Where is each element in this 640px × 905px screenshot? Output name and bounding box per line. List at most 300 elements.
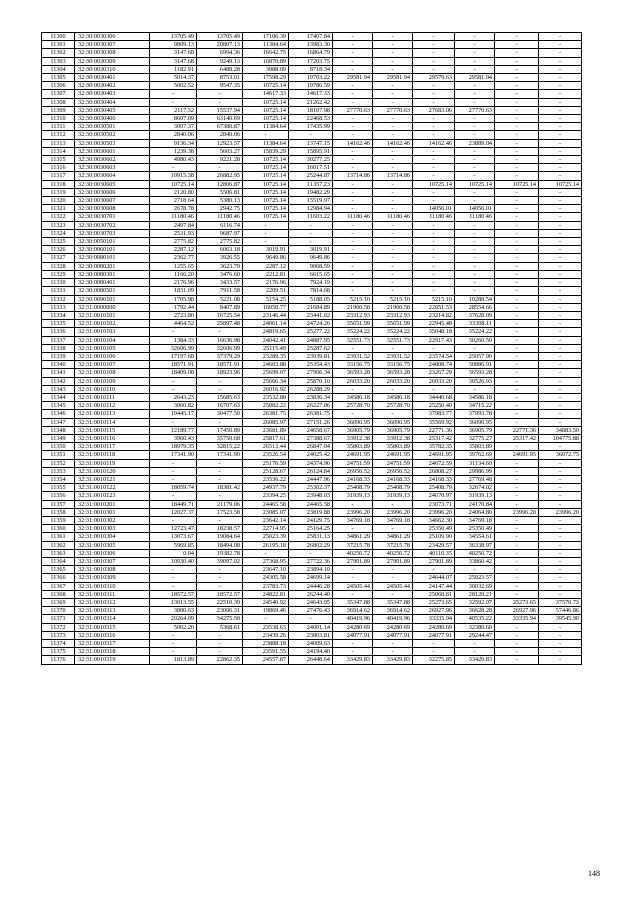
value-cell: 22468.53 xyxy=(289,115,333,123)
value-cell: 23146.44 xyxy=(243,311,289,319)
value-cell: - xyxy=(495,352,539,360)
value-cell: - xyxy=(333,566,373,574)
row-id-cell: 11353 xyxy=(42,467,75,475)
value-cell: 11180.46 xyxy=(413,213,455,221)
cadastral-code-cell: 32:31:0010314 xyxy=(75,615,150,623)
cadastral-code-cell: 32:30:0030308 xyxy=(75,49,150,57)
row-id-cell: 11367 xyxy=(42,582,75,590)
value-cell: - xyxy=(373,131,413,139)
value-cell: - xyxy=(333,238,373,246)
value-cell: - xyxy=(373,221,413,229)
cadastral-code-cell: 32:30:0090101 xyxy=(75,295,150,303)
value-cell: - xyxy=(197,328,243,336)
value-cell: - xyxy=(539,402,582,410)
value-cell: 36090.95 xyxy=(373,418,413,426)
value-cell: - xyxy=(539,115,582,123)
value-cell: - xyxy=(413,287,455,295)
value-cell: - xyxy=(495,115,539,123)
table-row xyxy=(42,197,582,205)
value-cell: - xyxy=(539,377,582,385)
value-cell: - xyxy=(539,344,582,352)
value-cell: - xyxy=(539,279,582,287)
value-cell: 29986.99 xyxy=(455,467,495,475)
value-cell: - xyxy=(539,287,582,295)
value-cell: 39545.90 xyxy=(539,615,582,623)
value-cell: 25068.81 xyxy=(413,590,455,598)
value-cell: - xyxy=(333,574,373,582)
value-cell: 11384.64 xyxy=(243,41,289,49)
value-cell: 33308.11 xyxy=(455,320,495,328)
value-cell: 2176.96 xyxy=(150,279,197,287)
value-cell: 24168.33 xyxy=(333,475,373,483)
value-cell: 2840.06 xyxy=(150,131,197,139)
value-cell: 32551.73 xyxy=(333,336,373,344)
value-cell: - xyxy=(539,246,582,254)
row-id-cell: 11312 xyxy=(42,131,75,139)
row-id-cell: 11356 xyxy=(42,492,75,500)
value-cell: 17106.39 xyxy=(243,33,289,41)
value-cell: 8753.01 xyxy=(197,74,243,82)
table-row xyxy=(42,254,582,262)
value-cell: 22862.35 xyxy=(197,656,243,664)
value-cell: 23819.88 xyxy=(289,508,333,516)
value-cell: - xyxy=(539,98,582,106)
value-cell: 23783.73 xyxy=(243,582,289,590)
value-cell: - xyxy=(373,49,413,57)
row-id-cell: 11362 xyxy=(42,541,75,549)
value-cell: - xyxy=(373,640,413,648)
value-cell: - xyxy=(495,57,539,65)
value-cell: - xyxy=(455,131,495,139)
value-cell: 25317.42 xyxy=(495,434,539,442)
table-row xyxy=(42,393,582,401)
cadastral-code-cell: 32:31:0010117 xyxy=(75,443,150,451)
value-cell: 9687.97 xyxy=(197,229,243,237)
value-cell: 3433.57 xyxy=(197,279,243,287)
value-cell: 25317.42 xyxy=(413,434,455,442)
value-cell: 23214.82 xyxy=(413,311,455,319)
value-cell: - xyxy=(373,188,413,196)
value-cell: 67380.87 xyxy=(197,123,243,131)
value-cell: - xyxy=(373,65,413,73)
value-cell: - xyxy=(495,361,539,369)
value-cell: - xyxy=(373,279,413,287)
value-cell: 12984.94 xyxy=(289,205,333,213)
value-cell: - xyxy=(333,197,373,205)
value-cell: 31939.13 xyxy=(455,492,495,500)
value-cell: - xyxy=(333,98,373,106)
value-cell: 9649.86 xyxy=(243,254,289,262)
cadastral-code-cell: 32:30:0030401 xyxy=(75,74,150,82)
value-cell: 30526.93 xyxy=(455,377,495,385)
table-row xyxy=(42,238,582,246)
row-id-cell: 11336 xyxy=(42,328,75,336)
value-cell: - xyxy=(495,582,539,590)
value-cell: 30886.91 xyxy=(455,361,495,369)
value-cell: - xyxy=(373,385,413,393)
table-row xyxy=(42,229,582,237)
value-cell: 36090.95 xyxy=(333,418,373,426)
cadastral-code-cell: 32:31:0010123 xyxy=(75,492,150,500)
value-cell: 10725.14 xyxy=(243,156,289,164)
value-cell: - xyxy=(495,262,539,270)
value-cell: 24465.58 xyxy=(243,500,289,508)
row-id-cell: 11315 xyxy=(42,156,75,164)
value-cell: - xyxy=(455,90,495,98)
value-cell: 5969.85 xyxy=(150,541,197,549)
value-cell: 35803.89 xyxy=(333,443,373,451)
value-cell: - xyxy=(333,33,373,41)
value-cell: - xyxy=(455,57,495,65)
row-id-cell: 11300 xyxy=(42,33,75,41)
row-id-cell: 11372 xyxy=(42,623,75,631)
value-cell: 26033.20 xyxy=(373,377,413,385)
value-cell: 1384.33 xyxy=(150,336,197,344)
table-row xyxy=(42,90,582,98)
value-cell: - xyxy=(373,90,413,98)
value-cell: - xyxy=(333,287,373,295)
data-table xyxy=(41,32,582,665)
cadastral-code-cell: 32:30:0030403 xyxy=(75,90,150,98)
value-cell: - xyxy=(150,90,197,98)
value-cell: 27770.63 xyxy=(333,106,373,114)
cadastral-code-cell: 32:31:0010305 xyxy=(75,541,150,549)
value-cell: - xyxy=(333,57,373,65)
cadastral-code-cell: 32:31:0010106 xyxy=(75,352,150,360)
value-cell: - xyxy=(413,65,455,73)
row-id-cell: 11368 xyxy=(42,590,75,598)
value-cell: 10725.14 xyxy=(243,197,289,205)
value-cell: 9547.35 xyxy=(197,82,243,90)
row-id-cell: 11318 xyxy=(42,180,75,188)
value-cell: - xyxy=(455,279,495,287)
value-cell: - xyxy=(413,197,455,205)
value-cell: - xyxy=(539,393,582,401)
row-id-cell: 11357 xyxy=(42,500,75,508)
value-cell: - xyxy=(373,197,413,205)
value-cell: 24077.91 xyxy=(413,631,455,639)
value-cell: 3147.68 xyxy=(150,49,197,57)
row-id-cell: 11365 xyxy=(42,566,75,574)
table-row xyxy=(42,369,582,377)
table-row xyxy=(42,402,582,410)
cadastral-code-cell: 32:31:0010306 xyxy=(75,549,150,557)
value-cell: 24672.59 xyxy=(413,459,455,467)
value-cell: 1705.98 xyxy=(150,295,197,303)
value-cell: - xyxy=(495,311,539,319)
value-cell: - xyxy=(413,115,455,123)
value-cell: 24280.69 xyxy=(413,623,455,631)
value-cell: - xyxy=(455,229,495,237)
value-cell: 23642.14 xyxy=(243,516,289,524)
value-cell: 25273.65 xyxy=(413,599,455,607)
value-cell: 10725.14 xyxy=(243,172,289,180)
row-id-cell: 11342 xyxy=(42,377,75,385)
value-cell: 39097.02 xyxy=(197,558,243,566)
value-cell: - xyxy=(197,90,243,98)
value-cell: 63140.69 xyxy=(197,115,243,123)
value-cell: 23591.55 xyxy=(243,648,289,656)
value-cell: - xyxy=(539,41,582,49)
table-row xyxy=(42,188,582,196)
table-row xyxy=(42,418,582,426)
table-body xyxy=(42,33,582,665)
value-cell: 7924.19 xyxy=(289,279,333,287)
value-cell: 6488.28 xyxy=(197,65,243,73)
cadastral-code-cell: 32:31:0010115 xyxy=(75,426,150,434)
value-cell: 30477.50 xyxy=(197,410,243,418)
value-cell: 25057.90 xyxy=(455,352,495,360)
value-cell: - xyxy=(373,115,413,123)
value-cell: 2212.81 xyxy=(243,270,289,278)
value-cell: 27769.48 xyxy=(455,475,495,483)
value-cell: - xyxy=(197,467,243,475)
value-cell: 36090.95 xyxy=(455,418,495,426)
value-cell: 23312.93 xyxy=(373,311,413,319)
value-cell: 23006.31 xyxy=(197,607,243,615)
value-cell: - xyxy=(333,279,373,287)
value-cell: 6116.74 xyxy=(197,221,243,229)
value-cell: 11384.64 xyxy=(243,123,289,131)
value-cell: 24009.63 xyxy=(289,640,333,648)
table-row xyxy=(42,41,582,49)
row-id-cell: 11364 xyxy=(42,558,75,566)
value-cell: - xyxy=(495,410,539,418)
value-cell: 34554.61 xyxy=(455,533,495,541)
value-cell: - xyxy=(495,106,539,114)
value-cell: 27901.89 xyxy=(373,558,413,566)
value-cell: 33912.38 xyxy=(373,434,413,442)
table-row xyxy=(42,443,582,451)
value-cell: 24061.14 xyxy=(243,320,289,328)
table-row xyxy=(42,172,582,180)
value-cell: - xyxy=(495,492,539,500)
value-cell: - xyxy=(495,484,539,492)
table-row xyxy=(42,246,582,254)
table-row xyxy=(42,33,582,41)
value-cell: 36593.28 xyxy=(373,369,413,377)
table-row xyxy=(42,525,582,533)
value-cell: 3800.63 xyxy=(150,607,197,615)
value-cell: 35651.99 xyxy=(333,320,373,328)
value-cell: - xyxy=(539,123,582,131)
value-cell: - xyxy=(413,262,455,270)
cadastral-code-cell: 32:31:0010102 xyxy=(75,320,150,328)
value-cell: 23647.10 xyxy=(243,566,289,574)
value-cell: - xyxy=(150,385,197,393)
value-cell: 2531.93 xyxy=(150,229,197,237)
value-cell: - xyxy=(495,648,539,656)
cadastral-code-cell: 32:31:0010107 xyxy=(75,361,150,369)
value-cell: 26882.95 xyxy=(197,172,243,180)
value-cell: - xyxy=(495,558,539,566)
value-cell: 40110.35 xyxy=(413,549,455,557)
value-cell: 18107.98 xyxy=(289,106,333,114)
value-cell: 12723.47 xyxy=(150,525,197,533)
value-cell: 10725.14 xyxy=(243,180,289,188)
value-cell: - xyxy=(413,131,455,139)
value-cell: - xyxy=(333,164,373,172)
value-cell: - xyxy=(333,156,373,164)
value-cell: 19482.29 xyxy=(289,188,333,196)
value-cell: 3060.82 xyxy=(150,402,197,410)
value-cell: - xyxy=(197,385,243,393)
value-cell: 34275.50 xyxy=(197,615,243,623)
table-row xyxy=(42,459,582,467)
value-cell: 24064.80 xyxy=(455,508,495,516)
value-cell: - xyxy=(150,631,197,639)
value-cell: - xyxy=(150,164,197,172)
value-cell: - xyxy=(243,549,289,557)
value-cell: 14617.33 xyxy=(243,90,289,98)
value-cell: - xyxy=(539,131,582,139)
value-cell: - xyxy=(495,656,539,664)
value-cell: - xyxy=(243,229,289,237)
value-cell: 7814.68 xyxy=(289,287,333,295)
value-cell: - xyxy=(495,164,539,172)
table-row xyxy=(42,74,582,82)
value-cell: - xyxy=(197,631,243,639)
value-cell: - xyxy=(495,229,539,237)
value-cell: - xyxy=(495,213,539,221)
value-cell: 23312.93 xyxy=(333,311,373,319)
cadastral-code-cell: 32:31:0010118 xyxy=(75,451,150,459)
cadastral-code-cell: 32:31:0010120 xyxy=(75,467,150,475)
cadastral-code-cell: 32:30:0030406 xyxy=(75,115,150,123)
value-cell: - xyxy=(495,320,539,328)
value-cell: 11180.46 xyxy=(150,213,197,221)
table-row xyxy=(42,57,582,65)
value-cell: - xyxy=(150,574,197,582)
value-cell: 36905.79 xyxy=(455,426,495,434)
value-cell: 14162.46 xyxy=(373,139,413,147)
row-id-cell: 11346 xyxy=(42,410,75,418)
value-cell: 25897.48 xyxy=(197,320,243,328)
value-cell: 36905.79 xyxy=(373,426,413,434)
value-cell: - xyxy=(539,443,582,451)
value-cell: 5506.81 xyxy=(197,188,243,196)
table-row xyxy=(42,484,582,492)
cadastral-code-cell: 32:31:0010104 xyxy=(75,336,150,344)
value-cell: 16017.51 xyxy=(289,164,333,172)
table-row xyxy=(42,615,582,623)
table-row xyxy=(42,279,582,287)
value-cell: - xyxy=(373,262,413,270)
value-cell: 5603.27 xyxy=(197,147,243,155)
value-cell: 25082.22 xyxy=(243,402,289,410)
value-cell: 2287.12 xyxy=(243,262,289,270)
value-cell: - xyxy=(413,648,455,656)
value-cell: 26927.96 xyxy=(413,607,455,615)
row-id-cell: 11329 xyxy=(42,270,75,278)
value-cell: 24374.90 xyxy=(289,459,333,467)
value-cell: - xyxy=(333,262,373,270)
value-cell: 26381.75 xyxy=(289,410,333,418)
cadastral-code-cell: 32:31:0010121 xyxy=(75,475,150,483)
value-cell: 23803.81 xyxy=(289,631,333,639)
value-cell: - xyxy=(150,328,197,336)
value-cell: 28554.66 xyxy=(455,303,495,311)
value-cell: 17523.58 xyxy=(197,508,243,516)
value-cell: - xyxy=(373,287,413,295)
value-cell: 12806.87 xyxy=(197,180,243,188)
value-cell: - xyxy=(413,164,455,172)
value-cell: 36914.62 xyxy=(373,607,413,615)
value-cell: 26195.18 xyxy=(243,541,289,549)
value-cell: 8718.34 xyxy=(289,65,333,73)
value-cell: - xyxy=(495,197,539,205)
value-cell: - xyxy=(539,525,582,533)
value-cell: 37379.29 xyxy=(197,352,243,360)
value-cell: - xyxy=(495,500,539,508)
value-cell: 23538.63 xyxy=(243,623,289,631)
cadastral-code-cell: 32:30:0080401 xyxy=(75,279,150,287)
row-id-cell: 11337 xyxy=(42,336,75,344)
value-cell: 23894.10 xyxy=(289,566,333,574)
value-cell: 23289.35 xyxy=(243,352,289,360)
value-cell: 33335.94 xyxy=(495,615,539,623)
value-cell: 35224.22 xyxy=(455,328,495,336)
value-cell: 35803.89 xyxy=(455,443,495,451)
cadastral-code-cell: 32:30:0030701 xyxy=(75,213,150,221)
value-cell: 23931.52 xyxy=(373,352,413,360)
value-cell: 24147.44 xyxy=(413,582,455,590)
value-cell: - xyxy=(495,74,539,82)
row-id-cell: 11370 xyxy=(42,607,75,615)
value-cell: - xyxy=(539,213,582,221)
value-cell: - xyxy=(413,98,455,106)
value-cell: - xyxy=(495,238,539,246)
value-cell: 2775.82 xyxy=(150,238,197,246)
value-cell: 24077.91 xyxy=(333,631,373,639)
value-cell: - xyxy=(413,385,455,393)
value-cell: 10725.14 xyxy=(413,180,455,188)
value-cell: 22771.36 xyxy=(413,426,455,434)
row-id-cell: 11328 xyxy=(42,262,75,270)
value-cell: - xyxy=(539,336,582,344)
value-cell: - xyxy=(495,533,539,541)
value-cell: - xyxy=(333,115,373,123)
value-cell: - xyxy=(495,640,539,648)
value-cell: 11180.46 xyxy=(455,213,495,221)
value-cell: 5368.61 xyxy=(197,623,243,631)
row-id-cell: 11306 xyxy=(42,82,75,90)
value-cell: 26288.29 xyxy=(289,385,333,393)
cadastral-code-cell: 32:31:0010302 xyxy=(75,516,150,524)
value-cell: 25273.65 xyxy=(495,599,539,607)
value-cell: 27901.89 xyxy=(413,558,455,566)
value-cell: 10725.14 xyxy=(243,106,289,114)
value-cell: 6063.18 xyxy=(197,246,243,254)
value-cell: 5380.13 xyxy=(197,197,243,205)
value-cell: 2117.32 xyxy=(150,106,197,114)
row-id-cell: 11350 xyxy=(42,443,75,451)
row-id-cell: 11326 xyxy=(42,246,75,254)
value-cell: 4464.52 xyxy=(150,320,197,328)
table-row xyxy=(42,156,582,164)
value-cell: - xyxy=(455,164,495,172)
value-cell: - xyxy=(495,328,539,336)
value-cell: 29244.47 xyxy=(455,631,495,639)
value-cell: - xyxy=(413,82,455,90)
cadastral-code-cell: 32:30:0080201 xyxy=(75,262,150,270)
value-cell: 25350.49 xyxy=(455,525,495,533)
value-cell: 26227.86 xyxy=(289,402,333,410)
table-row xyxy=(42,352,582,360)
value-cell: 34769.18 xyxy=(373,516,413,524)
value-cell: 24643.95 xyxy=(289,599,333,607)
value-cell: 26381.75 xyxy=(243,410,289,418)
